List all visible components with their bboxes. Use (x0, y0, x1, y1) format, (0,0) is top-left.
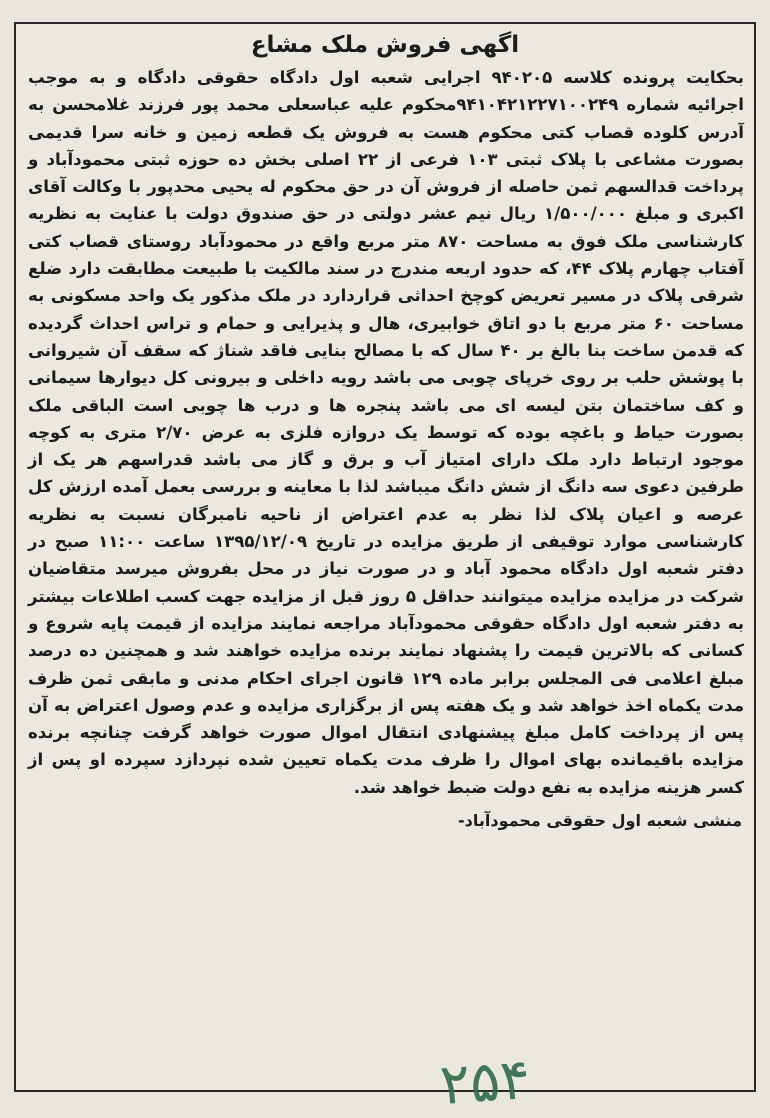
signature-line: منشی شعبه اول حقوقی محمودآباد- (458, 811, 742, 831)
notice-frame (14, 22, 756, 1092)
handwritten-number: ۲۵۴ (437, 1046, 533, 1118)
notice-body: بحکایت پرونده کلاسه ۹۴۰۲۰۵ اجرایی شعبه اول دادگاه حقوقی دادگاه و به موجب اجرائیه شماره ۹۴۱۰۴۲۱۲۲۷۱۰۰۲۴۹محکوم علیه عباسعلی محمد پور فرزند غلامحسن به آدرس کلوده قصاب کتی محکوم هست به فروش یک قطعه زمین و خانه سرا قدیمی بصورت مشاعی با پلاک ثبتی ۱۰۳ فرعی از ۲۲ اصلی بخش ده حوزه ثبتی محمودآباد و پرداخت قدالسهم ثمن حاصله از فروش آن در حق محکوم له یحیی محدپور با وکالت آقای اکبری و مبلغ ۱/۵۰۰/۰۰۰ ریال نیم عشر دولتی در حق صندوق دولت با عنایت به نظریه کارشناسی ملک فوق به مساحت ۸۷۰ متر مربع واقع در محمودآباد روستای قصاب کتی آفتاب چهارم پلاک ۴۴، که حدود اربعه مندرج در سند مالکیت با طبیعت مطابقت دارد ضلع شرقی پلاک در مسیر تعریض کوچخ احداثی قراردارد در ملک مذکور یک واحد مسکونی به مساحت ۶۰ متر مربع با دو اتاق خوابیری، هال و پذیرایی و حمام و تراس احداث گردیده که قدمن ساخت بنا بالغ بر ۴۰ سال که با مصالح بنایی فاقد شناژ که سقف آن شیروانی با پوشش حلب بر روی خرپای چوبی می باشد رویه داخلی و بیرونی کل دیوارها سیمانی و کف ساختمان بتن لیسه ای می باشد پنجره ها و درب ها چوبی است الباقی ملک بصورت حیاط و باغچه بوده که توسط یک دروازه فلزی به عرض ۲/۷۰ متری به کوچه موجود ارتباط دارد ملک دارای امتیاز آب و برق و گاز می باشد قدراسهم هر یک از طرفین دعوی سه دانگ از شش دانگ میباشد لذا با معاینه و بررسی بعمل آمده ارزش کل عرصه و اعیان پلاک لذا نظر به عدم اعتراض از ناحیه نامبرگان نسبت به نظریه کارشناسی موارد توقیفی از طریق مزایده در تاریخ ۱۳۹۵/۱۲/۰۹ ساعت ۱۱:۰۰ صبح در دفتر شعبه اول دادگاه محمود آباد و در صورت نیاز در محل بفروش میرسد متقاضیان شرکت در مزایده مزایده میتوانند حداقل ۵ روز قبل از مزایده جهت کسب اطلاعات بیشتر به دفتر شعبه اول دادگاه حقوقی محمودآباد مراجعه نمایند مزایده از قیمت پایه شروع و کسانی که بالاترین قیمت را پشنهاد نمایند برنده مزایده خواهند شد و همچنین ده درصد مبلغ اعلامی فی المجلس برابر ماده ۱۲۹ قانون اجرای احکام مدنی و مابقی ثمن ظرف مدت یکماه اخذ خواهد شد و یک هفته پس از برگزاری مزایده و عدم وصول اعتراض به آن پس از پرداخت کامل مبلغ پیشنهادی انتقال اموال صورت خواهد گرفت چنانچه برنده مزایده باقیمانده بهای اموال را ظرف مدت یکماه تعیین شده نپردازد سپرده او پس از کسر هزینه مزایده به نفع دولت ضبط خواهد شد. (28, 68, 745, 797)
notice-title: اگهی فروش ملک مشاع (250, 32, 520, 58)
